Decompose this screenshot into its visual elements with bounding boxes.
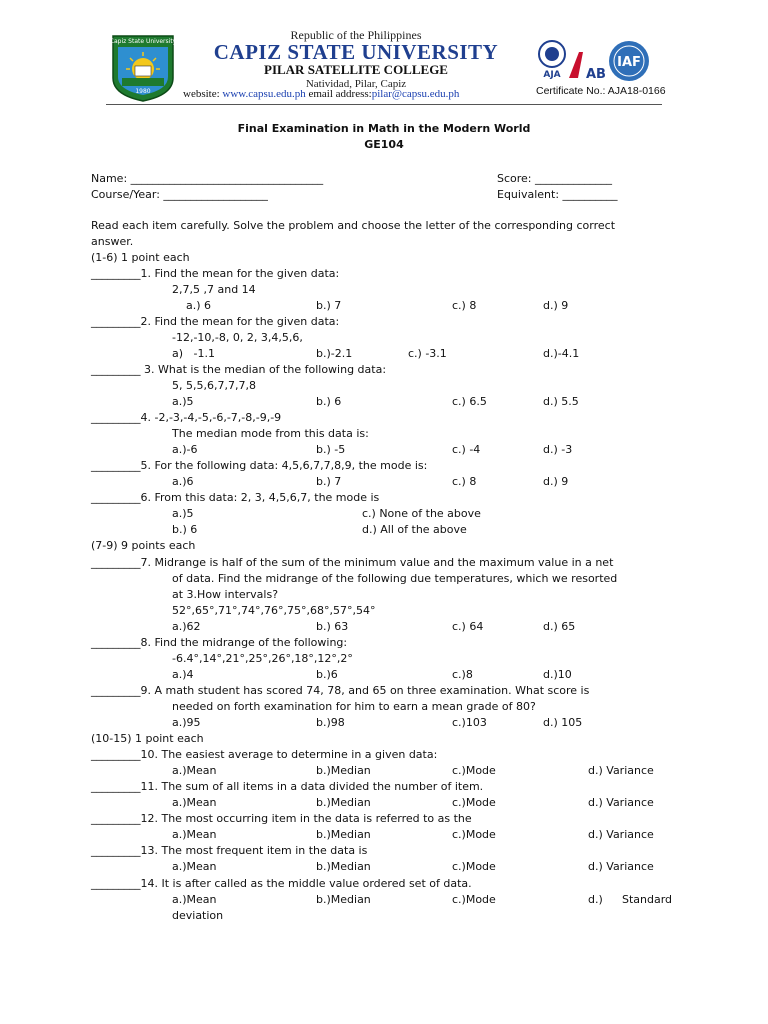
q6-option-c[interactable]: c.) None of the above <box>362 507 481 520</box>
website-link[interactable]: www.capsu.edu.ph <box>222 88 306 100</box>
name-field[interactable]: Name: ___________________________________ <box>91 172 324 185</box>
svg-text:1980: 1980 <box>135 88 151 95</box>
q13-option-c[interactable]: c.)Mode <box>452 860 496 873</box>
q9-option-b[interactable]: b.)98 <box>316 716 345 729</box>
q2-option-d[interactable]: d.)-4.1 <box>543 347 580 360</box>
q12-option-a[interactable]: a.)Mean <box>172 828 217 841</box>
college-address: Natividad, Pilar, Capiz <box>305 78 407 90</box>
q9-option-c[interactable]: c.)103 <box>452 716 487 729</box>
exam-title: Final Examination in Math in the Modern World <box>237 122 531 135</box>
q3-option-d[interactable]: d.) 5.5 <box>543 395 579 408</box>
q11-option-c[interactable]: c.)Mode <box>452 796 496 809</box>
q6-option-b[interactable]: b.) 6 <box>172 523 198 536</box>
q7-option-d[interactable]: d.) 65 <box>543 620 576 633</box>
svg-text:AJA: AJA <box>543 70 561 80</box>
q1-option-a[interactable]: a.) 6 <box>186 299 212 312</box>
q4-option-c[interactable]: c.) -4 <box>452 443 481 456</box>
svg-text:AB: AB <box>586 67 606 82</box>
q10-option-c[interactable]: c.)Mode <box>452 764 496 777</box>
q11-option-a[interactable]: a.)Mean <box>172 796 217 809</box>
republic-line: Republic of the Philippines <box>290 28 422 42</box>
question-2-stem: _________2. Find the mean for the given data: <box>91 315 340 328</box>
q1-option-c[interactable]: c.) 8 <box>452 299 477 312</box>
q8-option-d[interactable]: d.)10 <box>543 668 572 681</box>
q5-option-d[interactable]: d.) 9 <box>543 475 569 488</box>
question-4-data: The median mode from this data is: <box>172 427 369 440</box>
question-7-line3: at 3.How intervals? <box>172 588 279 601</box>
question-4-stem: _________4. -2,-3,-4,-5,-6,-7,-8,-9,-9 <box>91 411 282 424</box>
q4-option-a[interactable]: a.)-6 <box>172 443 198 456</box>
q2-option-c[interactable]: c.) -3.1 <box>408 347 447 360</box>
q12-option-b[interactable]: b.)Median <box>316 828 371 841</box>
question-3-stem: _________ 3. What is the median of the following data: <box>91 363 387 376</box>
certificate-number: Certificate No.: AJA18-0166 <box>536 85 666 97</box>
score-field[interactable]: Score: ______________ <box>497 172 613 185</box>
q2-option-b[interactable]: b.)-2.1 <box>316 347 353 360</box>
q7-option-a[interactable]: a.)62 <box>172 620 201 633</box>
instructions-line1: Read each item carefully. Solve the problem and choose the letter of the corresponding correct <box>91 219 616 232</box>
question-13-stem: _________13. The most frequent item in the data is <box>91 844 368 857</box>
q3-option-c[interactable]: c.) 6.5 <box>452 395 487 408</box>
aja-cert-logo <box>536 40 568 82</box>
q14-option-c[interactable]: c.)Mode <box>452 893 496 906</box>
college-name: PILAR SATELLITE COLLEGE <box>264 62 448 77</box>
contact-line: website: www.capsu.edu.ph email address:pilar@capsu.edu.ph <box>183 88 460 100</box>
q3-option-a[interactable]: a.)5 <box>172 395 194 408</box>
q5-option-c[interactable]: c.) 8 <box>452 475 477 488</box>
q5-option-b[interactable]: b.) 7 <box>316 475 342 488</box>
header-divider <box>106 104 662 105</box>
q14-option-d-text: Standard <box>622 893 673 906</box>
q7-option-c[interactable]: c.) 64 <box>452 620 484 633</box>
q5-option-a[interactable]: a.)6 <box>172 475 194 488</box>
exam-code: GE104 <box>364 138 404 151</box>
instructions-line2: answer. <box>91 235 134 248</box>
q14-option-a[interactable]: a.)Mean <box>172 893 217 906</box>
q7-option-b[interactable]: b.) 63 <box>316 620 349 633</box>
question-1-stem: _________1. Find the mean for the given data: <box>91 267 340 280</box>
question-7-stem: _________7. Midrange is half of the sum of the minimum value and the maximum value in a net <box>91 556 614 569</box>
question-1-data: 2,7,5 ,7 and 14 <box>172 283 256 296</box>
question-14-stem: _________14. It is after called as the middle value ordered set of data. <box>91 877 472 890</box>
q13-option-b[interactable]: b.)Median <box>316 860 371 873</box>
question-11-stem: _________11. The sum of all items in a data divided the number of item. <box>91 780 484 793</box>
question-9-line2: needed on forth examination for him to earn a mean grade of 80? <box>172 700 536 713</box>
question-5-stem: _________5. For the following data: 4,5,6,7,7,8,9, the mode is: <box>91 459 428 472</box>
section-3-heading: (10-15) 1 point each <box>91 732 204 745</box>
q6-option-d[interactable]: d.) All of the above <box>362 523 467 536</box>
question-9-stem: _________9. A math student has scored 74, 78, and 65 on three examination. What score is <box>91 684 590 697</box>
section-1-heading: (1-6) 1 point each <box>91 251 190 264</box>
q9-option-a[interactable]: a.)95 <box>172 716 201 729</box>
equivalent-field[interactable]: Equivalent: __________ <box>497 188 618 201</box>
question-2-data: -12,-10,-8, 0, 2, 3,4,5,6, <box>172 331 303 344</box>
course-year-field[interactable]: Course/Year: ___________________ <box>91 188 268 201</box>
q9-option-d[interactable]: d.) 105 <box>543 716 583 729</box>
university-name: CAPIZ STATE UNIVERSITY <box>213 40 499 64</box>
q10-option-d[interactable]: d.) Variance <box>588 764 654 777</box>
q10-option-a[interactable]: a.)Mean <box>172 764 217 777</box>
svg-text:IAF: IAF <box>617 55 641 70</box>
q12-option-c[interactable]: c.)Mode <box>452 828 496 841</box>
svg-text:Capiz State University: Capiz State University <box>109 38 177 45</box>
q8-option-b[interactable]: b.)6 <box>316 668 338 681</box>
question-6-stem: _________6. From this data: 2, 3, 4,5,6,7, the mode is <box>91 491 380 504</box>
email-link[interactable]: pilar@capsu.edu.ph <box>371 88 460 100</box>
q14-option-d-continued: deviation <box>172 909 224 922</box>
q8-option-c[interactable]: c.)8 <box>452 668 473 681</box>
university-seal-logo <box>108 33 178 103</box>
question-8-stem: _________8. Find the midrange of the following: <box>91 636 348 649</box>
section-2-heading: (7-9) 9 points each <box>91 539 196 552</box>
q13-option-d[interactable]: d.) Variance <box>588 860 654 873</box>
q4-option-d[interactable]: d.) -3 <box>543 443 573 456</box>
q6-option-a[interactable]: a.)5 <box>172 507 194 520</box>
q14-option-b[interactable]: b.)Median <box>316 893 371 906</box>
q11-option-b[interactable]: b.)Median <box>316 796 371 809</box>
q14-option-d[interactable]: d.) <box>588 893 603 906</box>
iaf-cert-logo <box>604 40 654 82</box>
q11-option-d[interactable]: d.) Variance <box>588 796 654 809</box>
uab-cert-logo <box>566 48 606 82</box>
question-8-data: -6.4°,14°,21°,25°,26°,18°,12°,2° <box>172 652 353 665</box>
question-12-stem: _________12. The most occurring item in the data is referred to as the <box>91 812 472 825</box>
question-3-data: 5, 5,5,6,7,7,7,8 <box>172 379 256 392</box>
q12-option-d[interactable]: d.) Variance <box>588 828 654 841</box>
q1-option-d[interactable]: d.) 9 <box>543 299 569 312</box>
question-7-line2: of data. Find the midrange of the following due temperatures, which we resorted <box>172 572 618 585</box>
q3-option-b[interactable]: b.) 6 <box>316 395 342 408</box>
q4-option-b[interactable]: b.) -5 <box>316 443 346 456</box>
question-10-stem: _________10. The easiest average to determine in a given data: <box>91 748 438 761</box>
q1-option-b[interactable]: b.) 7 <box>316 299 342 312</box>
q10-option-b[interactable]: b.)Median <box>316 764 371 777</box>
question-7-data: 52°,65°,71°,74°,76°,75°,68°,57°,54° <box>172 604 376 617</box>
q2-option-a[interactable]: a) -1.1 <box>172 347 215 360</box>
q13-option-a[interactable]: a.)Mean <box>172 860 217 873</box>
q8-option-a[interactable]: a.)4 <box>172 668 194 681</box>
